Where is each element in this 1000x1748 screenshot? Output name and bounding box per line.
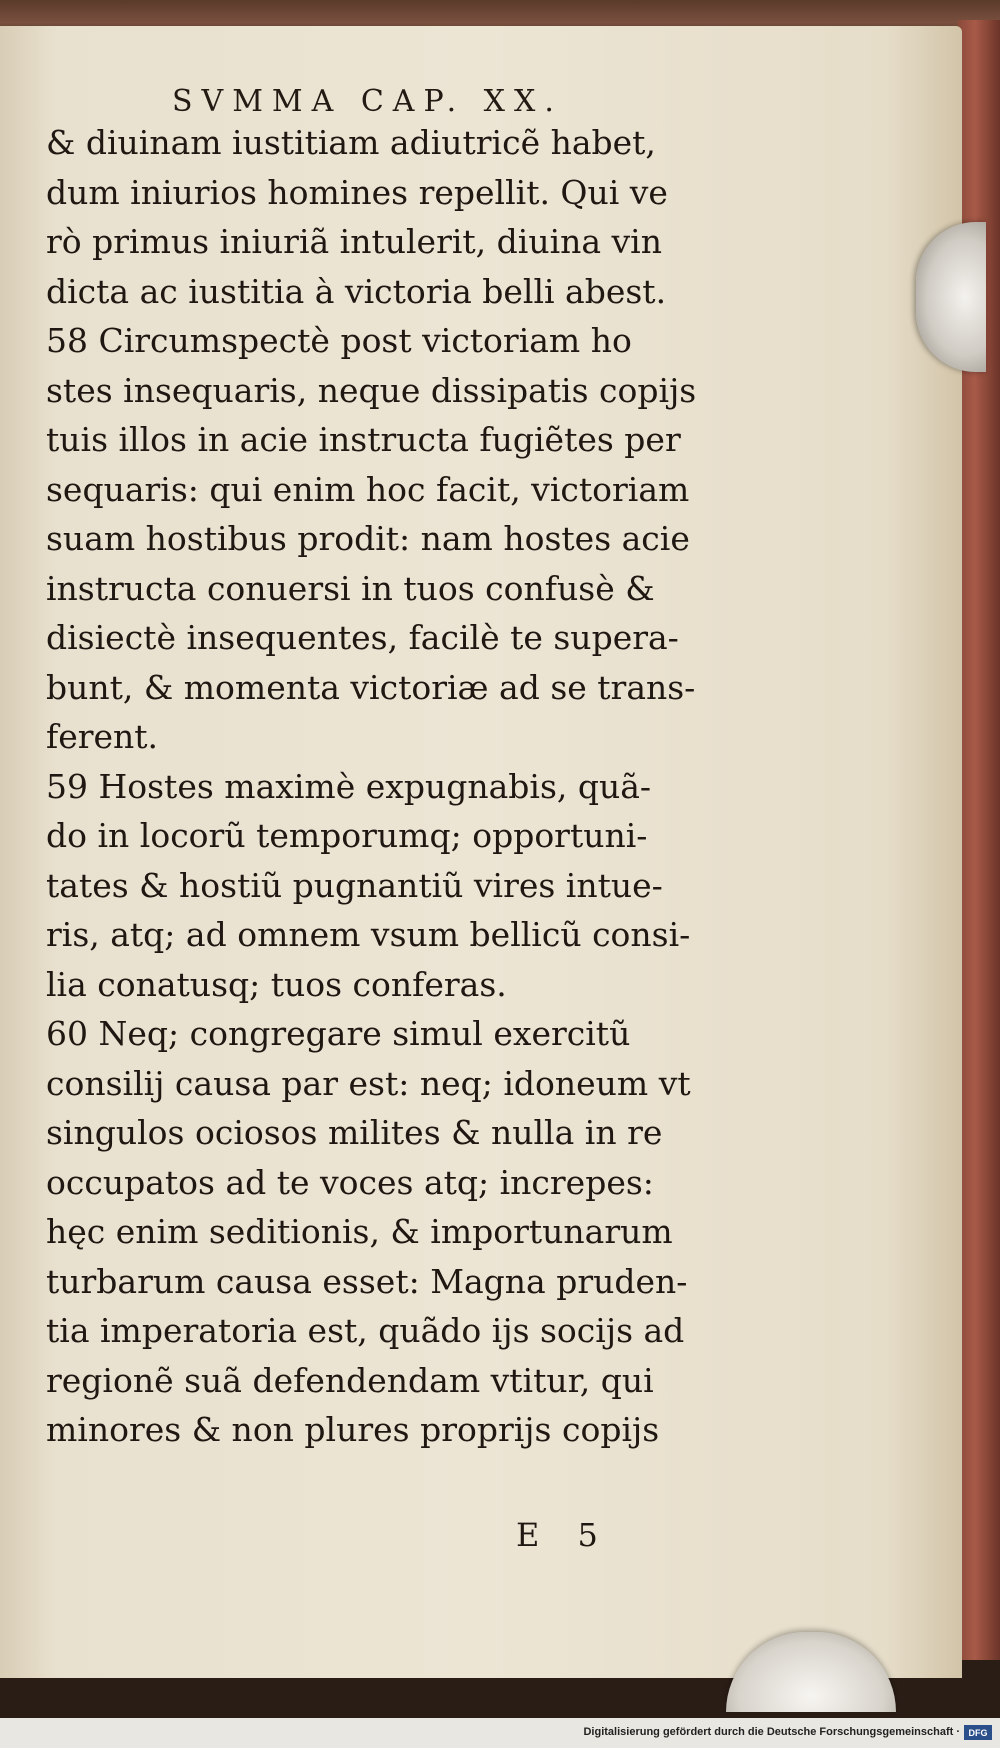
text-line: consilij causa par est: neq; idoneum vt: [46, 1063, 691, 1103]
text-line: 60 Neq; congregare simul exercitũ: [46, 1014, 631, 1053]
signature-mark: E 5: [516, 1516, 612, 1554]
text-line: stes insequaris, neque dissipatis copijs: [46, 370, 697, 410]
text-line: dum iniurios homines repellit. Qui ve: [46, 172, 668, 212]
text-line: regionẽ suã defendendam vtitur, qui: [46, 1360, 654, 1400]
text-line: tuis illos in acie instructa fugiẽtes per: [46, 420, 681, 459]
text-line: singulos ociosos milites & nulla in re: [46, 1113, 663, 1152]
text-line: lia conatusq; tuos conferas.: [46, 964, 507, 1004]
running-header: SVMMA CAP. XX.: [172, 84, 563, 119]
text-line: instructa conuersi in tuos confusè &: [46, 568, 655, 608]
dfg-logo-icon: DFG: [964, 1725, 992, 1740]
text-line: suam hostibus prodit: nam hostes acie: [46, 519, 690, 558]
text-line: tates & hostiũ pugnantiũ vires intue-: [46, 865, 663, 905]
digitization-credit: Digitalisierung gefördert durch die Deutsche Forschungsgemeinschaft ·: [583, 1726, 960, 1738]
text-line: rò primus iniuriã intulerit, diuina vin: [46, 222, 662, 261]
text-line: disiectè insequentes, facilè te supera-: [46, 618, 679, 657]
text-line: sequaris: qui enim hoc facit, victoriam: [46, 469, 690, 509]
text-line: & diuinam iustitiam adiutricẽ habet,: [46, 123, 656, 162]
text-line: bunt, & momenta victoriæ ad se trans-: [46, 667, 696, 707]
body-text: [46, 118, 766, 1455]
text-line: 58 Circumspectè post victoriam ho: [46, 321, 632, 360]
text-line: turbarum causa esset: Magna pruden-: [46, 1261, 688, 1301]
text-line: hęc enim seditionis, & importunarum: [46, 1212, 673, 1251]
text-line: occupatos ad te voces atq; increpes:: [46, 1162, 654, 1202]
text-line: ferent.: [46, 717, 159, 756]
text-line: tia imperatoria est, quãdo ijs socijs ad: [46, 1311, 685, 1350]
text-line: ris, atq; ad omnem vsum bellicũ consi-: [46, 915, 691, 954]
text-line: dicta ac iustitia à victoria belli abest.: [46, 271, 667, 311]
text-line: do in locorũ temporumq; opportuni-: [46, 816, 648, 855]
text-line: minores & non plures proprijs copijs: [46, 1410, 660, 1449]
text-line: 59 Hostes maximè expugnabis, quã-: [46, 766, 652, 806]
